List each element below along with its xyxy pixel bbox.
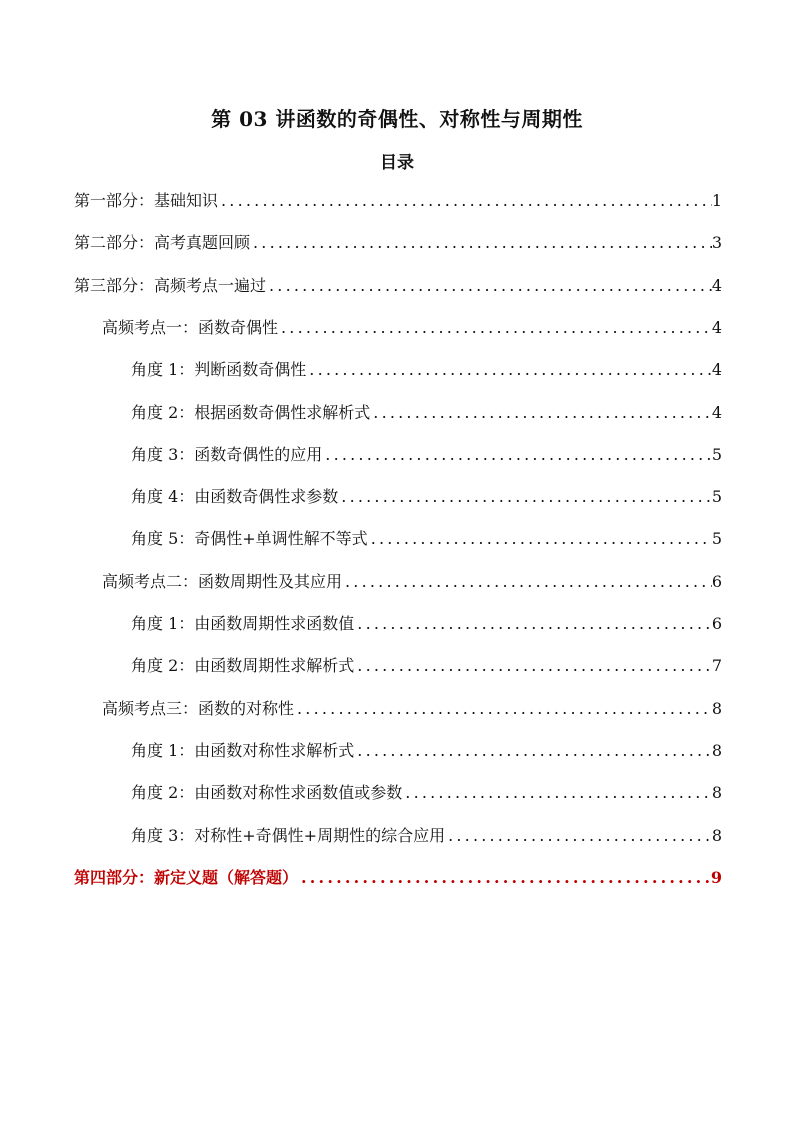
toc-entry-label: 角度 2：由函数对称性求函数值或参数 (131, 783, 403, 803)
toc-leader-dots (278, 318, 712, 337)
toc-entry-label: 高频考点三：函数的对称性 (102, 698, 295, 718)
toc-entry[interactable] (131, 357, 722, 385)
document-title: 第 03 讲函数的奇偶性、对称性与周期性 (211, 107, 583, 131)
toc-page-number: 9 (710, 867, 722, 887)
toc-leader-dots (402, 783, 712, 802)
toc-leader-dots (266, 276, 712, 295)
toc-entry-label: 角度 5：奇偶性+单调性解不等式 (131, 529, 368, 549)
toc-page-number: 8 (711, 698, 722, 718)
toc-page-number: 4 (711, 317, 722, 337)
toc-entry[interactable] (74, 230, 722, 258)
toc-entry-label: 第一部分：基础知识 (74, 191, 219, 210)
toc-entry[interactable] (131, 484, 722, 512)
toc-entry-label: 角度 4：由函数奇偶性求参数 (131, 487, 339, 507)
toc-entry[interactable] (131, 653, 722, 681)
toc-leader-dots (342, 572, 712, 591)
toc-entry-label: 角度 2：根据函数奇偶性求解析式 (131, 402, 371, 422)
toc-entry-label: 角度 3：对称性+奇偶性+周期性的综合应用 (131, 825, 446, 845)
toc-leader-dots (322, 445, 712, 464)
toc-entry[interactable] (102, 315, 722, 343)
toc-entry[interactable] (102, 569, 722, 597)
toc-leader-dots (445, 826, 712, 845)
toc-page-number: 5 (711, 444, 722, 464)
toc-entry-label: 角度 3：函数奇偶性的应用 (131, 444, 323, 464)
toc-leader-dots (298, 868, 711, 887)
toc-page-number: 4 (711, 360, 722, 380)
toc-entry-label: 第三部分：高频考点一遍过 (74, 275, 267, 295)
toc-page-number: 6 (711, 614, 722, 633)
toc-entry-label: 角度 1：由函数对称性求解析式 (131, 740, 355, 760)
toc-entry[interactable] (74, 188, 722, 216)
toc-page-number: 3 (711, 233, 722, 253)
toc-page-number: 1 (711, 191, 722, 210)
toc-entry-label: 角度 1：判断函数奇偶性 (131, 360, 307, 380)
toc-entry-label: 第二部分：高考真题回顾 (74, 233, 251, 253)
toc-heading: 目录 (380, 153, 414, 173)
toc-page-number: 4 (711, 402, 722, 422)
toc-entry-label: 高频考点二：函数周期性及其应用 (102, 571, 343, 591)
toc-entry[interactable] (131, 400, 722, 428)
toc-page-number: 8 (711, 825, 722, 845)
toc-leader-dots (368, 529, 712, 548)
toc-leader-dots (218, 191, 712, 210)
toc-page-number: 6 (711, 571, 722, 591)
toc-entry-label: 第四部分：新定义题（解答题） (74, 867, 299, 887)
toc-page-number: 8 (711, 740, 722, 760)
toc-leader-dots (250, 233, 712, 252)
toc-entry[interactable] (131, 780, 722, 808)
toc-leader-dots (306, 360, 712, 379)
toc-entry-label: 角度 2：由函数周期性求解析式 (131, 656, 355, 676)
toc-entry-label: 高频考点一：函数奇偶性 (102, 317, 279, 337)
toc-page-number: 7 (711, 656, 722, 676)
toc-leader-dots (354, 741, 712, 760)
toc-leader-dots (354, 614, 712, 633)
toc-entry[interactable] (131, 823, 722, 851)
toc-page-number: 4 (711, 275, 722, 295)
toc-leader-dots (338, 487, 712, 506)
toc-entry[interactable] (131, 738, 722, 766)
toc-leader-dots (354, 656, 712, 675)
toc-entry-label: 角度 1：由函数周期性求函数值 (131, 614, 355, 633)
toc-entry[interactable] (131, 526, 722, 554)
toc-entry[interactable] (131, 611, 722, 639)
toc-page-number: 8 (711, 783, 722, 803)
toc-page-number: 5 (711, 529, 722, 549)
toc-entry[interactable] (131, 442, 722, 470)
toc-leader-dots (294, 699, 712, 718)
toc-entry[interactable] (102, 696, 722, 724)
toc-entry[interactable] (74, 865, 722, 893)
toc-leader-dots (370, 403, 712, 422)
toc-entry[interactable] (74, 273, 722, 301)
toc-page-number: 5 (711, 487, 722, 507)
